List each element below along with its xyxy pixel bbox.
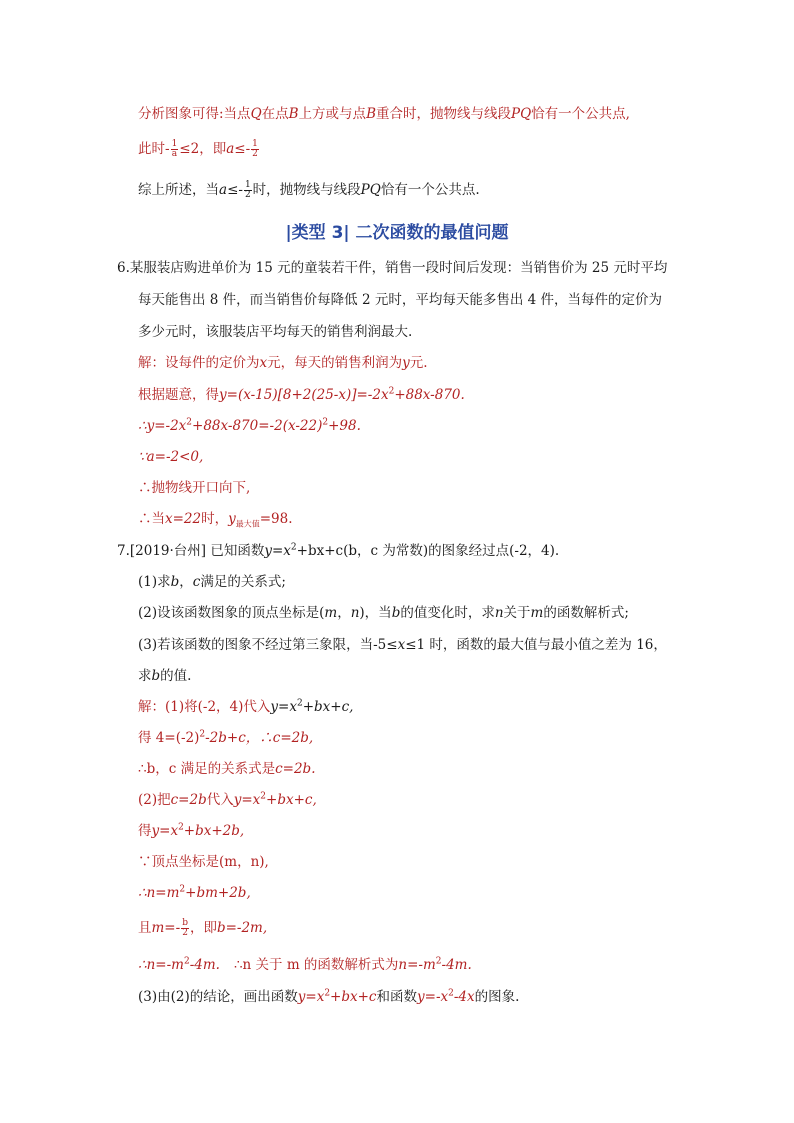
exponent: 2 <box>322 417 329 428</box>
text: 7.[2019·台州] 已知函数 <box>117 543 265 559</box>
analysis-line-1 <box>138 104 630 124</box>
text: 在点 <box>261 106 289 122</box>
var: n <box>350 605 360 621</box>
exponent: 2 <box>178 822 184 833</box>
exponent: 2 <box>179 884 186 895</box>
expression: b=-2m, <box>216 920 268 936</box>
text: 求 <box>138 668 152 684</box>
denominator: 2 <box>182 928 188 938</box>
var: m <box>530 605 544 621</box>
text: 元，每天的销售利润为 <box>267 355 403 371</box>
text: 的值. <box>160 668 192 684</box>
text: 重合时，抛物线与线段 <box>375 106 511 122</box>
text: ≤1 时，函数的最大值与最小值之差为 16， <box>405 637 667 653</box>
q6-solution-5: ∴抛物线开口向下, <box>138 480 251 496</box>
expression: -4x <box>453 989 475 1005</box>
expression: x=22 <box>165 511 202 527</box>
text: 分析图象可得:当点 <box>138 106 251 122</box>
q7-solution-8 <box>138 918 267 938</box>
exponent: 2 <box>290 542 297 553</box>
var: y <box>228 511 236 527</box>
subscript: 最大值 <box>235 519 260 529</box>
expression: +bx+c <box>330 989 377 1005</box>
var: PQ <box>360 182 381 198</box>
exponent: 2 <box>435 956 442 967</box>
q7-solution-4 <box>138 790 317 810</box>
var: x <box>397 637 406 653</box>
expression: ∴y=-2x <box>138 418 187 434</box>
fraction <box>244 181 252 200</box>
text: 的函数解析式; <box>543 605 629 621</box>
text: 和函数 <box>376 989 417 1005</box>
q7-solution-7 <box>138 883 251 903</box>
text: 此时- <box>138 141 170 157</box>
exponent: 2 <box>448 988 454 999</box>
q7-part-2 <box>138 603 629 623</box>
q6-solution-6 <box>138 509 293 529</box>
var: B <box>366 106 376 122</box>
expression: y=x <box>233 792 261 808</box>
var: x <box>259 355 268 371</box>
expression: +bx+c, <box>266 792 317 808</box>
expression: ∴n=m <box>138 885 180 901</box>
q7-solution-5 <box>138 821 244 841</box>
q7-part-1 <box>138 572 286 592</box>
var: c <box>192 574 201 590</box>
expression: +bm+2b, <box>185 885 251 901</box>
q7-solution-3 <box>138 759 316 779</box>
fraction <box>171 140 179 159</box>
q6-solution-3 <box>138 416 361 436</box>
numerator: 1 <box>252 139 258 149</box>
exponent: 2 <box>199 729 206 740</box>
text: 满足的关系式; <box>200 574 286 590</box>
text: 根据题意，得 <box>138 387 219 403</box>
exponent: 2 <box>388 386 395 397</box>
expression: +98. <box>328 418 361 434</box>
q7-part-3 <box>138 635 667 655</box>
fraction <box>251 140 259 159</box>
text: ≤2，即 <box>179 141 227 157</box>
denominator: 2 <box>252 149 258 159</box>
expression: c=2b. <box>275 761 316 777</box>
denominator: a <box>171 149 178 159</box>
expression: c=2b <box>170 792 207 808</box>
text: (3)若该函数的图象不经过第三象限，当-5≤ <box>138 637 398 653</box>
var: a <box>219 182 228 198</box>
text: 时， <box>201 511 229 527</box>
text: 关于 <box>503 605 531 621</box>
text: 且 <box>138 920 152 936</box>
expression: y=(x-15)[8+2(25-x)]=-2x <box>219 387 389 403</box>
numerator: 1 <box>171 139 178 149</box>
fraction <box>181 919 189 938</box>
var: Q <box>250 106 262 122</box>
var: b <box>170 574 180 590</box>
var: b <box>391 605 401 621</box>
q7-part-3-cont <box>138 666 191 686</box>
numerator: b <box>182 918 188 928</box>
q7-solution-9 <box>138 955 472 975</box>
q6-solution-4 <box>138 447 203 467</box>
text: ， <box>179 574 193 590</box>
expression: -2b+c，∴c=2b, <box>205 730 314 746</box>
q6-line-1: 6.某服装店购进单价为 15 元的童装若干件，销售一段时间后发现：当销售价为 25 元时平均 <box>117 260 668 276</box>
expression: y=x <box>264 543 291 559</box>
text: 恰有一个公共点, <box>531 106 630 122</box>
expression: ∵a=-2<0, <box>138 449 204 465</box>
expression: y=x <box>270 699 297 715</box>
expression: 得 4=(-2) <box>138 730 200 746</box>
text: ，即 <box>189 920 217 936</box>
numerator: 1 <box>244 180 251 190</box>
exponent: 2 <box>186 417 193 428</box>
expression: +bx+2b, <box>183 823 245 839</box>
q7-solution-2 <box>138 728 313 748</box>
q7-solution-6 <box>138 852 269 872</box>
expression: y=-x <box>417 989 449 1005</box>
var: a <box>226 141 235 157</box>
text: 综上所述，当 <box>138 182 219 198</box>
q7-line-1 <box>117 541 559 561</box>
q6-solution-1 <box>138 353 428 373</box>
expression: -4m. <box>189 957 220 973</box>
text: ∴n 关于 m 的函数解析式为 <box>233 957 399 973</box>
var: n <box>494 605 504 621</box>
var: B <box>288 106 299 122</box>
text: 元. <box>409 355 428 371</box>
q6-line-3: 多少元时，该服装店平均每天的销售利润最大. <box>138 324 413 340</box>
var: b <box>151 668 161 684</box>
text: ∴b，c 满足的关系式是 <box>138 761 276 777</box>
text: ∵顶点坐标是(m，n), <box>138 854 269 870</box>
text: ≤- <box>227 182 243 198</box>
text: 的图象. <box>474 989 520 1005</box>
expression: n=-m <box>398 957 436 973</box>
text: )，当 <box>359 605 392 621</box>
text: =98. <box>259 511 293 527</box>
expression: ∴n=-m <box>138 957 184 973</box>
text: ≤- <box>234 141 251 157</box>
q7-solution-10 <box>138 987 519 1007</box>
expression: m=- <box>151 920 181 936</box>
exponent: 2 <box>296 698 303 709</box>
text: ∴当 <box>138 511 165 527</box>
text: 解：设每件的定价为 <box>138 355 260 371</box>
expression: -4m. <box>441 957 472 973</box>
text: 上方或与点 <box>298 106 367 122</box>
exponent: 2 <box>260 791 267 802</box>
text: ， <box>337 605 351 621</box>
section-heading: |类型 3| 二次函数的最值问题 <box>285 223 509 243</box>
var: PQ <box>510 106 532 122</box>
expression: +bx+c, <box>302 699 354 715</box>
text: 得 <box>138 823 152 839</box>
text: 代入 <box>206 792 234 808</box>
q7-solution-1 <box>138 697 353 717</box>
exponent: 2 <box>324 988 331 999</box>
text: (3)由(2)的结论，画出函数 <box>138 989 298 1005</box>
q6-line-2: 每天能售出 8 件，而当销售价每降低 2 元时，平均每天能多售出 4 件，当每件的定价为 <box>138 292 663 308</box>
expression: y=x <box>297 989 325 1005</box>
text: (1)求 <box>138 574 171 590</box>
expression: y=x <box>151 823 179 839</box>
analysis-line-2 <box>138 139 260 159</box>
expression: +88x-870. <box>394 387 465 403</box>
text: 的值变化时，求 <box>400 605 495 621</box>
var: y <box>402 355 410 371</box>
conclusion-line <box>138 180 480 200</box>
text: 解：(1)将(-2，4)代入 <box>138 699 271 715</box>
text: (2)把 <box>138 792 171 808</box>
text: 时，抛物线与线段 <box>252 182 361 198</box>
q6-solution-2 <box>138 385 465 405</box>
text: (2)设该函数图象的顶点坐标是( <box>138 605 325 621</box>
expression: +88x-870=-2(x-22) <box>192 418 323 434</box>
exponent: 2 <box>183 956 190 967</box>
var: m <box>324 605 338 621</box>
text: 恰有一个公共点. <box>380 182 480 198</box>
text: +bx+c(b，c 为常数)的图象经过点(-2，4). <box>296 543 560 559</box>
denominator: 2 <box>244 190 251 200</box>
